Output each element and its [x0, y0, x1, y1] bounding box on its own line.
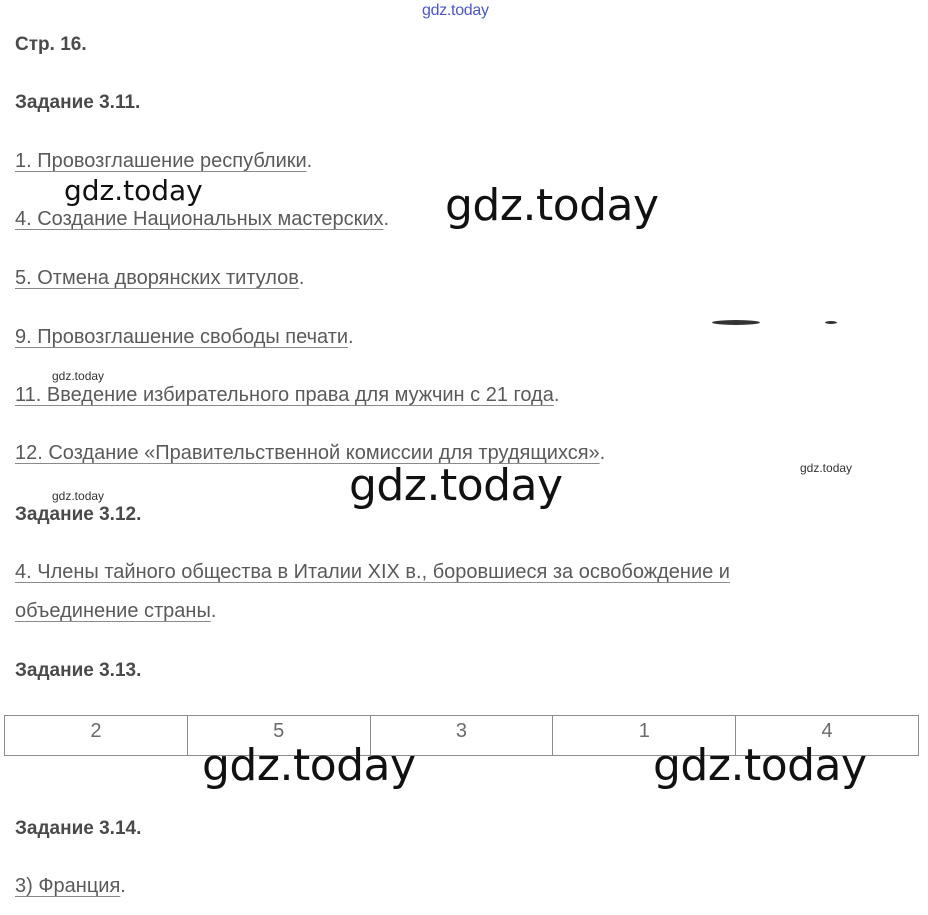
table-cell: 1	[553, 716, 736, 756]
task-3-11-item	[15, 384, 559, 407]
task-3-12-answer-line2	[15, 600, 216, 623]
period: .	[553, 384, 560, 406]
task-3-12-title: Задание 3.12.	[15, 504, 142, 525]
period: .	[120, 875, 126, 897]
watermark: gdz.today	[52, 489, 105, 503]
answer-text: 5. Отмена дворянских титулов	[15, 267, 299, 289]
task-3-12-answer-line1	[15, 561, 730, 584]
task-3-11-title: Задание 3.11.	[15, 92, 141, 113]
watermark-top: gdz.today	[422, 2, 489, 19]
task-3-14-answer	[15, 875, 126, 898]
task-3-11-item	[15, 150, 312, 173]
answer-text: 1. Провозглашение республики	[15, 150, 307, 172]
period: .	[210, 600, 217, 622]
watermark: gdz.today	[653, 740, 867, 791]
task-3-11-item	[15, 326, 354, 349]
watermark: gdz.today	[64, 174, 203, 207]
watermark: gdz.today	[800, 461, 853, 475]
period: .	[306, 150, 313, 172]
scan-smudge	[825, 321, 837, 324]
answer-text: 12. Создание «Правительственной комиссии для трудящихся»	[15, 442, 600, 464]
answer-text: 4. Члены тайного общества в Италии XIX в., боровшиеся за освобождение и	[15, 561, 730, 583]
period: .	[599, 442, 606, 464]
task-3-14-title: Задание 3.14.	[15, 818, 142, 839]
watermark: gdz.today	[52, 369, 105, 383]
table-cell: 4	[736, 716, 919, 756]
watermark: gdz.today	[349, 460, 563, 511]
watermark: gdz.today	[202, 740, 416, 791]
table-cell: 2	[5, 716, 188, 756]
watermark: gdz.today	[445, 180, 659, 231]
scan-smudge	[712, 320, 760, 325]
table-cell: 3	[370, 716, 553, 756]
answer-text: 3) Франция	[15, 875, 121, 897]
answer-text: 9. Провозглашение свободы печати	[15, 326, 349, 348]
table-cell: 5	[187, 716, 370, 756]
task-3-11-item	[15, 208, 389, 231]
task-3-11-item	[15, 267, 304, 290]
period: .	[348, 326, 354, 348]
period: .	[298, 267, 305, 289]
answer-text: 11. Введение избирательного права для мужчин с 21 года	[15, 384, 554, 406]
answer-text: объединение страны	[15, 600, 211, 622]
period: .	[383, 208, 390, 230]
answer-text: 4. Создание Национальных мастерских	[15, 208, 384, 230]
page-label: Стр. 16.	[15, 34, 87, 55]
task-3-13-title: Задание 3.13.	[15, 660, 142, 681]
